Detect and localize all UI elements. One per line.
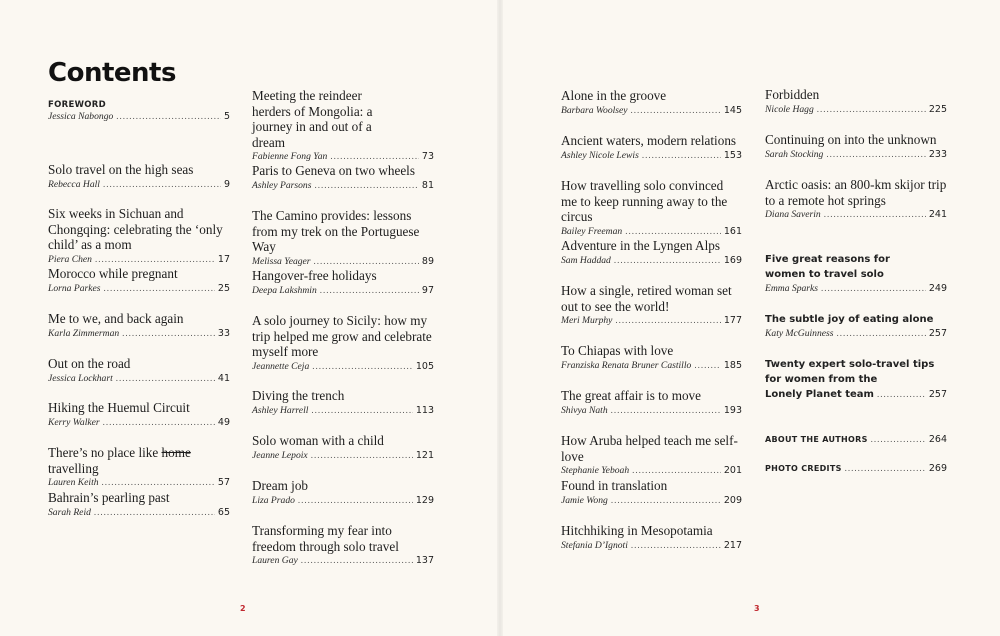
toc-entry[interactable] [252, 313, 434, 372]
entry-title: Ancient waters, modern relations [561, 133, 737, 148]
entry-title: The Camino provides: lessons from my trek on the Portuguese Way [252, 208, 420, 255]
toc-entry[interactable] [48, 266, 230, 294]
entry-page-number: 89 [421, 255, 434, 267]
entry-page-number: 25 [217, 282, 230, 294]
leader-dots [95, 254, 215, 264]
photo-credits-label: PHOTO CREDITS [765, 464, 842, 473]
entry-author: Sarah Stocking [765, 148, 824, 160]
entry-page-number: 65 [217, 506, 230, 518]
entry-page-number: 201 [723, 465, 742, 477]
entry-author: Franziska Renata Bruner Castillo [561, 359, 692, 371]
leader-dots [103, 179, 221, 189]
entry-author: Lauren Gay [252, 555, 298, 567]
entry-author: Jessica Nabongo [48, 111, 114, 122]
about-authors-entry[interactable] [765, 434, 947, 445]
entry-title-part: travelling [48, 460, 99, 476]
leader-dots [298, 495, 413, 505]
entry-title: Meeting the reindeer herders of Mongolia: a journey in and out of a dream [252, 88, 373, 150]
toc-entry[interactable] [765, 177, 947, 220]
entry-author: Lorna Parkes [48, 282, 101, 294]
entry-title: Diving the trench [252, 388, 345, 403]
leader-dots [625, 226, 721, 236]
tips-title-line: Twenty expert solo-travel tips [765, 359, 935, 370]
toc-entry[interactable] [561, 343, 742, 371]
about-authors-label: ABOUT THE AUTHORS [765, 435, 868, 444]
toc-column-1 [48, 100, 230, 530]
entry-title: Forbidden [765, 87, 820, 102]
leader-dots [301, 555, 413, 565]
leader-dots [614, 255, 721, 265]
toc-entry[interactable] [765, 132, 947, 160]
right-page-number: 3 [754, 604, 760, 613]
toc-column-2 [252, 88, 434, 570]
leader-dots [314, 180, 418, 190]
entry-author: Jeanne Lepoix [252, 449, 308, 461]
toc-entry[interactable] [48, 206, 230, 265]
entry-author: Barbara Woolsey [561, 104, 628, 116]
toc-entry[interactable] [48, 490, 230, 518]
toc-entry[interactable] [252, 163, 434, 191]
entry-title: Alone in the groove [561, 88, 667, 103]
foreword-entry[interactable] [48, 100, 230, 122]
leader-dots [311, 450, 413, 460]
entry-title: Out on the road [48, 356, 131, 371]
entry-title: A solo journey to Sicily: how my trip helped me grow and celebrate myself more [252, 313, 432, 360]
entry-author: Shivya Nath [561, 404, 608, 416]
toc-entry[interactable] [48, 356, 230, 384]
entry-title: Me to we, and back again [48, 311, 184, 326]
toc-entry[interactable] [561, 523, 742, 551]
entry-title: The great affair is to move [561, 388, 702, 403]
entry-page-number: 169 [723, 254, 742, 266]
toc-entry[interactable] [765, 87, 947, 115]
entry-author: Deepa Lakshmin [252, 284, 317, 296]
entry-author: Stefania D’Ignoti [561, 539, 628, 551]
leader-dots [871, 434, 926, 444]
entry-author: Piera Chen [48, 253, 92, 265]
entry-title: Found in translation [561, 478, 668, 493]
entry-page-number: 153 [723, 149, 742, 161]
leader-dots [314, 256, 419, 266]
entry-author: Rebecca Hall [48, 178, 100, 190]
entry-author: Karla Zimmerman [48, 327, 120, 339]
entry-author: Meri Murphy [561, 315, 613, 327]
leader-dots [102, 477, 215, 487]
left-page-number: 2 [240, 604, 246, 613]
entry-page-number: 105 [415, 360, 434, 372]
entry-author: Lauren Keith [48, 477, 99, 489]
entry-page-number: 73 [421, 151, 434, 163]
leader-dots [611, 405, 721, 415]
entry-title: Paris to Geneva on two wheels [252, 163, 415, 178]
entry-page-number: 9 [223, 178, 230, 190]
toc-entry[interactable] [252, 88, 434, 162]
leader-dots [877, 389, 926, 399]
toc-entry[interactable] [561, 433, 742, 476]
entry-title: To Chiapas with love [561, 343, 674, 358]
entry-page-number: 137 [415, 555, 434, 567]
entry-page-number: 193 [723, 404, 742, 416]
entry-author: Ashley Harrell [252, 404, 309, 416]
entry-author: Jessica Lockhart [48, 372, 113, 384]
leader-dots [694, 360, 721, 370]
toc-entry[interactable] [561, 283, 742, 326]
entry-title: Transforming my fear into freedom through solo travel [252, 523, 399, 554]
entry-title: Morocco while pregnant [48, 266, 178, 281]
entry-author: Ashley Parsons [252, 179, 312, 191]
tips-title-line: for women from the [765, 374, 878, 385]
toc-entry[interactable] [252, 478, 434, 506]
entry-page-number: 161 [723, 225, 742, 237]
toc-entry[interactable] [561, 178, 742, 237]
leader-dots [821, 283, 926, 293]
entry-author: Sam Haddad [561, 254, 611, 266]
entry-page-number: 5 [223, 111, 230, 122]
foreword-label: FOREWORD [48, 100, 106, 110]
entry-title: Hitchhiking in Mesopotamia [561, 523, 713, 538]
entry-page-number: 217 [723, 539, 742, 551]
entry-author: Fabienne Fong Yan [252, 151, 328, 163]
entry-page-number: 113 [415, 404, 434, 416]
leader-dots [631, 105, 721, 115]
toc-entry[interactable] [48, 445, 230, 488]
leader-dots [116, 373, 215, 383]
toc-entry[interactable] [252, 523, 434, 566]
entry-page-number: 241 [928, 209, 947, 221]
page-gutter [497, 0, 503, 636]
leader-dots [845, 463, 926, 473]
toc-entry[interactable] [252, 388, 434, 416]
toc-entry[interactable] [561, 133, 742, 161]
entry-page-number: 129 [415, 494, 434, 506]
entry-page-number: 225 [928, 103, 947, 115]
entry-author: Katy McGuinness [765, 328, 834, 339]
entry-author: Jamie Wong [561, 494, 608, 506]
tips-entry[interactable] [765, 357, 947, 402]
toc-entry[interactable] [48, 162, 230, 190]
entry-page-number: 49 [217, 416, 230, 428]
leader-dots [94, 507, 215, 517]
leader-dots [642, 150, 721, 160]
entry-title-part: There’s no place like [48, 445, 162, 460]
entry-page-number: 17 [217, 253, 230, 265]
entry-title: How travelling solo convinced me to keep running away to the circus [561, 178, 728, 225]
leader-dots [320, 285, 419, 295]
entry-author: Melissa Yeager [252, 255, 311, 267]
leader-dots [615, 315, 720, 325]
entry-page-number: 33 [217, 327, 230, 339]
page-title: Contents [48, 58, 176, 88]
entry-title: Continuing on into the unknown [765, 132, 937, 147]
leader-dots [104, 283, 215, 293]
entry-page-number: 57 [217, 477, 230, 489]
entry-page-number: 81 [421, 179, 434, 191]
feature-entry[interactable] [765, 252, 947, 294]
leader-dots [836, 328, 925, 338]
toc-entry[interactable] [252, 433, 434, 461]
toc-entry[interactable] [561, 478, 742, 506]
toc-entry[interactable] [561, 388, 742, 416]
leader-dots [103, 417, 215, 427]
entry-page-number: 97 [421, 284, 434, 296]
feature-title: Five great reasons for women to travel solo [765, 254, 890, 280]
entry-title: Bahrain’s pearling past [48, 490, 170, 505]
entry-page-number: 185 [723, 359, 742, 371]
entry-page-number: 257 [928, 328, 947, 339]
entry-page-number: 264 [928, 434, 947, 445]
entry-author: Liza Prado [252, 494, 295, 506]
entry-title: Dream job [252, 478, 309, 493]
leader-dots [631, 540, 721, 550]
entry-page-number: 121 [415, 449, 434, 461]
toc-entry[interactable] [48, 311, 230, 339]
entry-author: Sarah Reid [48, 506, 91, 518]
toc-column-3 [561, 88, 742, 558]
entry-title: Arctic oasis: an 800-km skijor trip to a remote hot springs [765, 177, 947, 208]
leader-dots [312, 361, 413, 371]
leader-dots [824, 209, 926, 219]
entry-title: Adventure in the Lyngen Alps [561, 238, 720, 253]
entry-page-number: 269 [928, 463, 947, 474]
entry-title: Solo woman with a child [252, 433, 384, 448]
entry-page-number: 249 [928, 283, 947, 294]
tips-title-line: Lonely Planet team [765, 389, 874, 400]
entry-author: Kerry Walker [48, 416, 100, 428]
entry-page-number: 177 [723, 315, 742, 327]
leader-dots [330, 151, 419, 161]
toc-entry[interactable] [561, 238, 742, 266]
toc-entry[interactable] [252, 208, 434, 267]
struck-word: home [161, 445, 191, 460]
entry-author: Emma Sparks [765, 283, 819, 294]
entry-author: Ashley Nicole Lewis [561, 149, 639, 161]
leader-dots [632, 465, 721, 475]
feature-entry[interactable] [765, 312, 947, 339]
feature-title: The subtle joy of eating alone [765, 314, 934, 325]
entry-title: Hangover-free holidays [252, 268, 377, 283]
leader-dots [826, 149, 926, 159]
entry-title: Hiking the Huemul Circuit [48, 400, 190, 415]
leader-dots [817, 104, 926, 114]
entry-author: Stephanie Yeboah [561, 465, 630, 477]
toc-entry[interactable] [252, 268, 434, 296]
leader-dots [116, 111, 221, 121]
toc-entry[interactable] [561, 88, 742, 116]
entry-title [48, 445, 230, 476]
entry-author: Bailey Freeman [561, 225, 623, 237]
entry-page-number: 209 [723, 494, 742, 506]
leader-dots [311, 405, 412, 415]
entry-page-number: 145 [723, 104, 742, 116]
toc-entry[interactable] [48, 400, 230, 428]
photo-credits-entry[interactable] [765, 463, 947, 474]
leader-dots [122, 328, 215, 338]
entry-author: Nicole Hagg [765, 103, 814, 115]
entry-author: Diana Saverin [765, 209, 821, 221]
leader-dots [611, 495, 721, 505]
entry-title: Solo travel on the high seas [48, 162, 194, 177]
entry-author: Jeannette Ceja [252, 360, 310, 372]
entry-title: Six weeks in Sichuan and Chongqing: celebrating the ‘only child’ as a mom [48, 206, 223, 253]
entry-page-number: 233 [928, 148, 947, 160]
entry-title: How Aruba helped teach me self-love [561, 433, 738, 464]
entry-page-number: 257 [928, 389, 947, 400]
entry-page-number: 41 [217, 372, 230, 384]
toc-column-4 [765, 87, 947, 487]
entry-title: How a single, retired woman set out to see the world! [561, 283, 732, 314]
